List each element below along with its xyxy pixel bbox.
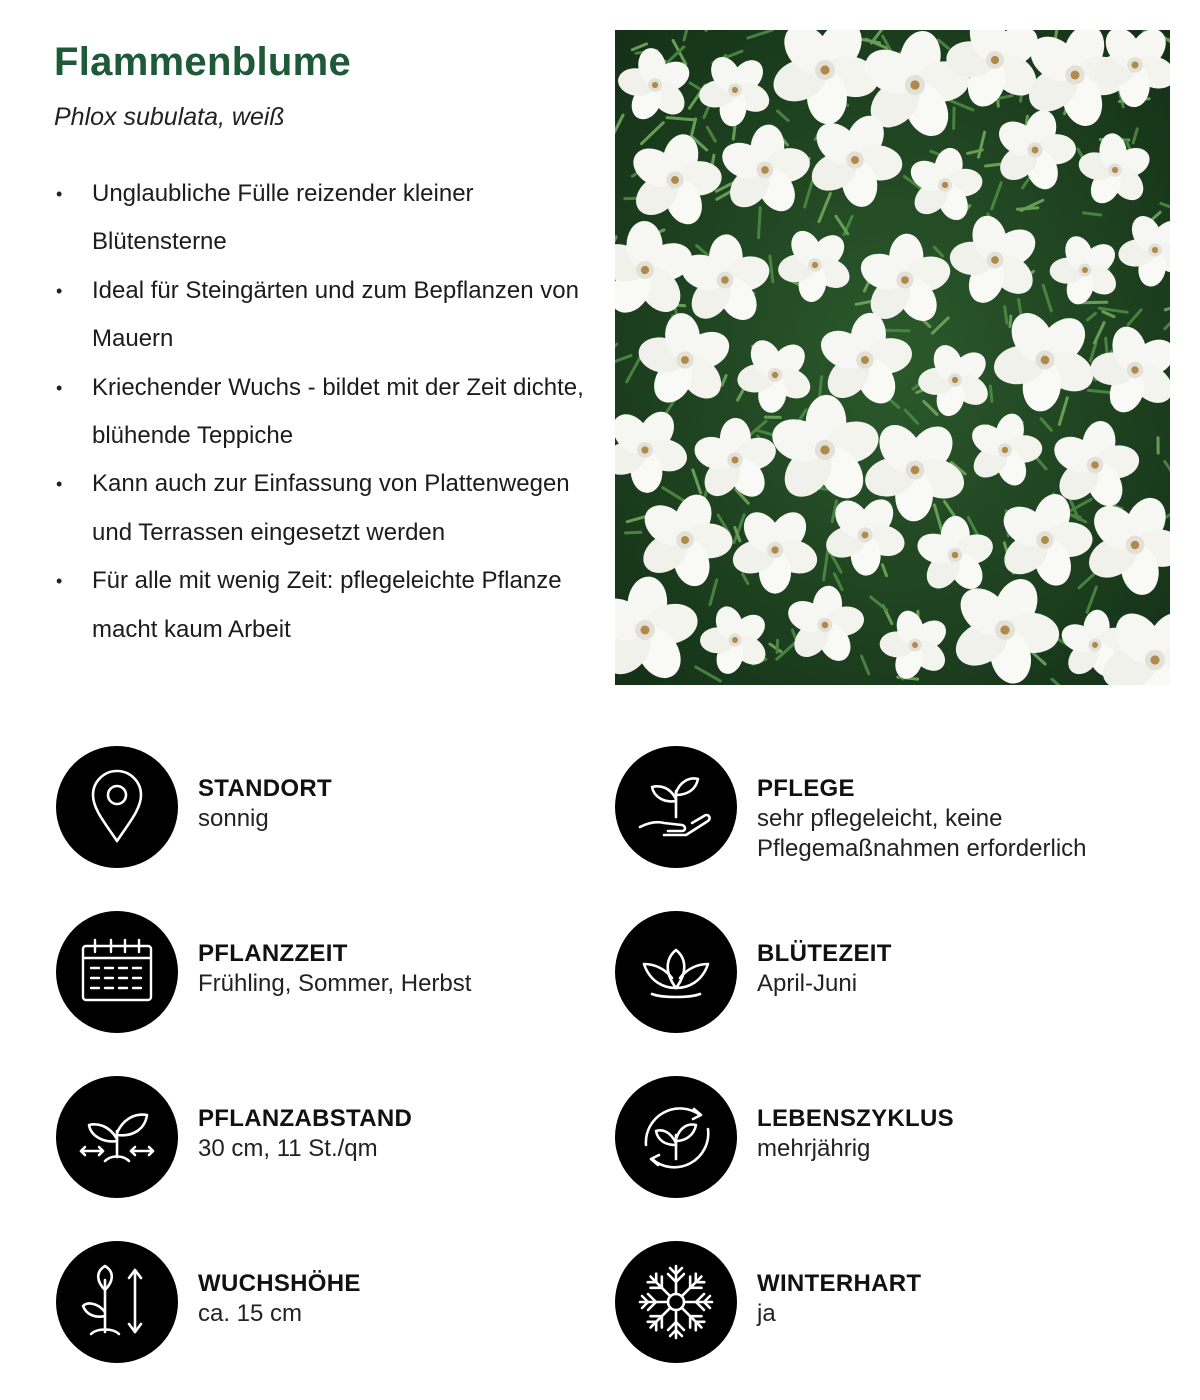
feature-bluetezeit <box>615 911 1175 1035</box>
bullet-item: • Unglaubliche Fülle reizender kleiner Blütensterne <box>54 170 594 267</box>
feature-value: sehr pflegeleicht, keine Pflegemaßnahmen erforderlich <box>757 805 1087 862</box>
hand-seedling-icon <box>615 746 737 868</box>
bullet-item: • Kriechender Wuchs - bildet mit der Zeit dichte, blühende Teppiche <box>54 364 594 461</box>
product-photo <box>615 30 1170 685</box>
feature-value: Frühling, Sommer, Herbst <box>198 970 472 997</box>
feature-pflanzabstand <box>56 1076 616 1200</box>
feature-bullet-list <box>54 170 594 654</box>
feature-label: LEBENSZYKLUS <box>757 1105 954 1132</box>
feature-value: mehrjährig <box>757 1135 871 1162</box>
life-cycle-icon <box>615 1076 737 1198</box>
feature-label: WUCHSHÖHE <box>198 1270 361 1297</box>
feature-value: ja <box>757 1300 776 1327</box>
lotus-flower-icon <box>615 911 737 1033</box>
snowflake-icon <box>615 1241 737 1363</box>
feature-label: PFLANZZEIT <box>198 940 348 967</box>
feature-pflege <box>615 746 1175 870</box>
feature-value: April-Juni <box>757 970 858 997</box>
feature-label: PFLEGE <box>757 775 855 802</box>
feature-wuchshoehe <box>56 1241 616 1365</box>
bullet-item: • Kann auch zur Einfassung von Plattenwegen und Terrassen eingesetzt werden <box>54 460 594 557</box>
calendar-icon <box>56 911 178 1033</box>
bullet-item: • Für alle mit wenig Zeit: pflegeleichte Pflanze macht kaum Arbeit <box>54 557 594 654</box>
feature-lebenszyklus <box>615 1076 1175 1200</box>
feature-standort <box>56 746 616 870</box>
feature-value: ca. 15 cm <box>198 1300 303 1327</box>
feature-label: WINTERHART <box>757 1270 922 1297</box>
feature-pflanzzeit <box>56 911 616 1035</box>
bullet-item: • Ideal für Steingärten und zum Bepflanzen von Mauern <box>54 267 594 364</box>
botanical-name: Phlox subulata, weiß <box>54 103 285 131</box>
feature-value: 30 cm, 11 St./qm <box>198 1135 378 1162</box>
feature-value: sonnig <box>198 805 269 832</box>
feature-label: BLÜTEZEIT <box>757 940 892 967</box>
feature-label: STANDORT <box>198 775 332 802</box>
plant-height-icon <box>56 1241 178 1363</box>
location-pin-icon <box>56 746 178 868</box>
page-title: Flammenblume <box>54 40 351 84</box>
plant-spacing-icon <box>56 1076 178 1198</box>
feature-winterhart <box>615 1241 1175 1365</box>
feature-label: PFLANZABSTAND <box>198 1105 413 1132</box>
